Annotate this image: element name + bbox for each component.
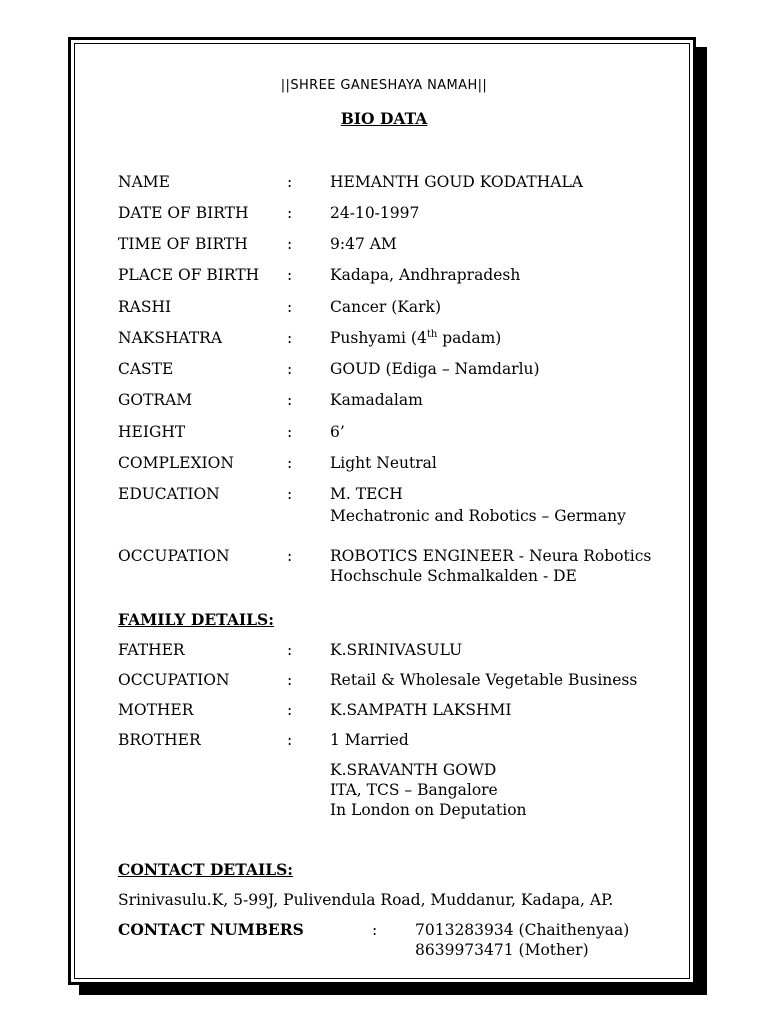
tob-label: TIME OF BIRTH — [118, 235, 248, 253]
contact-address: Srinivasulu.K, 5-99J, Pulivendula Road, Muddanur, Kadapa, AP. — [118, 891, 614, 909]
colon: : — [287, 329, 293, 347]
gotram-label: GOTRAM — [118, 391, 193, 409]
brother-location: In London on Deputation — [330, 801, 527, 819]
occupation-label: OCCUPATION — [118, 547, 230, 565]
family-details-heading: FAMILY DETAILS: — [118, 610, 274, 629]
caste-value: GOUD (Ediga – Namdarlu) — [330, 360, 540, 378]
mother-value: K.SAMPATH LAKSHMI — [330, 701, 512, 719]
rashi-label: RASHI — [118, 298, 172, 316]
name-label: NAME — [118, 173, 170, 191]
brother-label: BROTHER — [118, 731, 201, 749]
caste-label: CASTE — [118, 360, 174, 378]
contact-number-1: 7013283934 (Chaithenyaa) — [415, 921, 630, 939]
colon: : — [287, 731, 293, 749]
colon: : — [287, 701, 293, 719]
colon: : — [287, 204, 293, 222]
colon: : — [287, 454, 293, 472]
father-label: FATHER — [118, 641, 185, 659]
colon: : — [287, 360, 293, 378]
occupation-detail: Hochschule Schmalkalden - DE — [330, 567, 577, 585]
father-value: K.SRINIVASULU — [330, 641, 463, 659]
pob-label: PLACE OF BIRTH — [118, 266, 260, 284]
education-detail: Mechatronic and Robotics – Germany — [330, 507, 626, 525]
colon: : — [287, 671, 293, 689]
height-value: 6’ — [330, 423, 345, 441]
father-occupation-value: Retail & Wholesale Vegetable Business — [330, 671, 638, 689]
gotram-value: Kamadalam — [330, 391, 423, 409]
father-occupation-label: OCCUPATION — [118, 671, 230, 689]
education-degree: M. TECH — [330, 485, 403, 503]
colon: : — [372, 921, 378, 939]
colon: : — [287, 547, 293, 565]
nakshatra-label: NAKSHATRA — [118, 329, 223, 347]
nakshatra-value — [330, 328, 501, 348]
document-title: BIO DATA — [340, 109, 428, 128]
complexion-label: COMPLEXION — [118, 454, 234, 472]
name-value: HEMANTH GOUD KODATHALA — [330, 173, 583, 191]
brother-employer: ITA, TCS – Bangalore — [330, 781, 498, 799]
dob-value: 24-10-1997 — [330, 204, 420, 222]
contact-number-2: 8639973471 (Mother) — [415, 941, 589, 959]
occupation-title: ROBOTICS ENGINEER - Neura Robotics — [330, 547, 652, 565]
rashi-value: Cancer (Kark) — [330, 298, 441, 316]
dob-label: DATE OF BIRTH — [118, 204, 249, 222]
pob-value: Kadapa, Andhrapradesh — [330, 266, 521, 284]
mother-label: MOTHER — [118, 701, 194, 719]
nakshatra-value-main: Pushyami (4 — [330, 329, 427, 347]
nakshatra-superscript: th — [426, 328, 438, 340]
colon: : — [287, 298, 293, 316]
colon: : — [287, 173, 293, 191]
tob-value: 9:47 AM — [330, 235, 397, 253]
colon: : — [287, 266, 293, 284]
education-label: EDUCATION — [118, 485, 220, 503]
brother-value: 1 Married — [330, 731, 409, 749]
colon: : — [287, 485, 293, 503]
complexion-value: Light Neutral — [330, 454, 437, 472]
invocation-text: ||SHREE GANESHAYA NAMAH|| — [280, 78, 488, 93]
contact-details-heading: CONTACT DETAILS: — [118, 860, 294, 879]
colon: : — [287, 235, 293, 253]
colon: : — [287, 641, 293, 659]
colon: : — [287, 423, 293, 441]
nakshatra-value-tail: padam) — [437, 329, 502, 347]
colon: : — [287, 391, 293, 409]
brother-name: K.SRAVANTH GOWD — [330, 761, 497, 779]
height-label: HEIGHT — [118, 423, 186, 441]
contact-numbers-label: CONTACT NUMBERS — [118, 920, 304, 939]
